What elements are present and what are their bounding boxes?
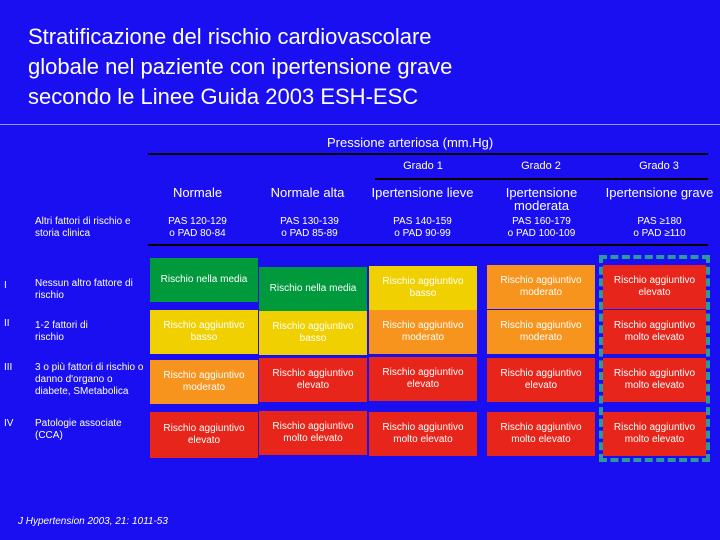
title-divider (0, 124, 720, 125)
risk-cell: Rischio nella media (259, 267, 367, 311)
category-moderata: Ipertensione moderata (505, 185, 578, 213)
risk-cell: Rischio aggiuntivo elevato (259, 358, 367, 402)
range-normale (140, 216, 255, 240)
range-normale-alta (252, 216, 367, 240)
slide-title (28, 22, 668, 112)
range-grave-pas: PAS ≥180 (637, 216, 682, 227)
grade-2-header: Grado 2 (521, 160, 561, 172)
pressure-header: Pressione arteriosa (mm.Hg) (327, 135, 494, 150)
range-moderata (484, 216, 599, 240)
risk-cell: Rischio aggiuntivo moderato (150, 360, 258, 404)
category-normale-alta: Normale alta (270, 185, 345, 200)
category-lieve: Ipertensione lieve (371, 185, 474, 200)
risk-cell: Rischio aggiuntivo elevato (487, 358, 595, 402)
risk-cell: Rischio aggiuntivo basso (150, 310, 258, 354)
source-citation: J Hypertension 2003, 21: 1011-53 (18, 516, 168, 527)
risk-cell: Rischio aggiuntivo moderato (369, 310, 477, 354)
risk-cell: Rischio aggiuntivo molto elevato (369, 412, 477, 456)
risk-cell: Rischio aggiuntivo molto elevato (603, 412, 706, 456)
row-4-label: Patologie associate (CCA) (35, 418, 122, 441)
range-moderata-pad: o PAD 100-109 (507, 228, 576, 239)
title-line-2: globale nel paziente con ipertensione grave (28, 54, 453, 79)
risk-cell: Rischio aggiuntivo elevato (603, 265, 706, 309)
risk-cell: Rischio aggiuntivo molto elevato (603, 358, 706, 402)
row-header: Altri fattori di rischio e storia clinica (35, 216, 131, 239)
row-2-label: 1-2 fattori di rischio (35, 320, 88, 343)
risk-cell: Rischio aggiuntivo basso (259, 311, 367, 355)
category-normale: Normale (172, 185, 223, 200)
grade-header-rule (375, 178, 708, 180)
row-3-number: III (4, 362, 13, 373)
risk-cell: Rischio aggiuntivo basso (369, 266, 477, 310)
title-line-1: Stratificazione del rischio cardiovascolare (28, 24, 432, 49)
range-normale-pad: o PAD 80-84 (169, 228, 226, 239)
range-lieve-pad: o PAD 90-99 (394, 228, 451, 239)
risk-cell: Rischio aggiuntivo moderato (487, 310, 595, 354)
row-1-number: I (4, 280, 7, 291)
grade-1-header: Grado 1 (403, 160, 443, 172)
range-grave-pad: o PAD ≥110 (633, 228, 686, 239)
range-normale-alta-pad: o PAD 85-89 (281, 228, 338, 239)
category-header-rule (148, 244, 708, 246)
range-normale-pas: PAS 120-129 (168, 216, 227, 227)
risk-cell: Rischio aggiuntivo moderato (487, 265, 595, 309)
range-moderata-pas: PAS 160-179 (512, 216, 571, 227)
row-4-number: IV (4, 418, 14, 429)
risk-cell: Rischio aggiuntivo molto elevato (603, 310, 706, 354)
category-grave: Ipertensione grave (605, 185, 714, 200)
risk-cell: Rischio aggiuntivo molto elevato (259, 411, 367, 455)
risk-cell: Rischio nella media (150, 258, 258, 302)
range-grave (602, 216, 717, 240)
grade-3-header: Grado 3 (639, 160, 679, 172)
range-normale-alta-pas: PAS 130-139 (280, 216, 339, 227)
row-1-label: Nessun altro fattore di rischio (35, 278, 133, 301)
risk-cell: Rischio aggiuntivo elevato (150, 412, 258, 458)
range-lieve (365, 216, 480, 240)
range-lieve-pas: PAS 140-159 (393, 216, 452, 227)
risk-cell: Rischio aggiuntivo molto elevato (487, 412, 595, 456)
grade-3-highlight-frame (599, 255, 710, 462)
row-2-number: II (4, 318, 10, 329)
risk-cell: Rischio aggiuntivo elevato (369, 357, 477, 401)
title-line-3: secondo le Linee Guida 2003 ESH-ESC (28, 84, 419, 109)
pressure-header-rule (148, 153, 708, 155)
row-3-label: 3 o più fattori di rischio o danno d'organo o diabete, SMetabolica (35, 362, 144, 397)
